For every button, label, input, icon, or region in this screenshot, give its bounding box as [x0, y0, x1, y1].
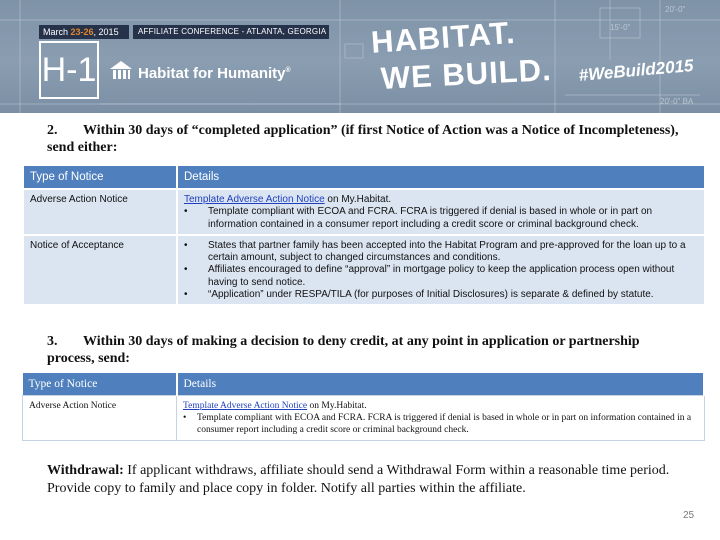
column-header-details: Details: [177, 166, 705, 189]
bullet-icon: •: [184, 206, 188, 218]
bullet-icon: •: [184, 289, 188, 301]
table-row: [24, 189, 705, 235]
svg-text:15'-0": 15'-0": [610, 23, 631, 32]
conference-badge: AFFILIATE CONFERENCE - ATLANTA, GEORGIA: [133, 25, 329, 39]
withdrawal-label: Withdrawal:: [47, 463, 124, 478]
column-header-type: Type of Notice: [23, 373, 177, 396]
tagline-line-2: WE BUILD.: [379, 52, 553, 96]
table-row: [24, 235, 705, 304]
list-item: • Template compliant with ECOA and FCRA. FCRA is triggered if denial is based in whole or in part on information contained in a consumer report including a credit score or criminal background check.: [183, 413, 692, 435]
table-header-row: [23, 373, 705, 396]
section-3-number: 3.: [47, 334, 58, 349]
withdrawal-note: [47, 462, 697, 498]
section-2-heading: [47, 122, 687, 156]
page-number: 25: [683, 510, 695, 521]
bullet-icon: •: [183, 413, 187, 423]
notice-details-cell: [177, 396, 705, 441]
link-suffix: on My.Habitat.: [324, 194, 392, 205]
column-header-type: Type of Notice: [24, 166, 177, 189]
list-item: • “Application” under RESPA/TILA (for purposes of Initial Disclosures) is separate & defined by statute.: [184, 289, 654, 301]
template-adverse-action-link[interactable]: Template Adverse Action Notice: [183, 401, 308, 411]
habitat-logo: Habitat for Humanity®: [108, 58, 308, 84]
svg-text:20'-0": 20'-0": [665, 5, 686, 14]
svg-text:20'-0" BA: 20'-0" BA: [660, 97, 694, 106]
conference-banner: [0, 0, 720, 113]
notice-details-cell: [177, 235, 705, 304]
bullet-icon: •: [184, 239, 188, 251]
withdrawal-text: If applicant withdraws, affiliate should send a Withdrawal Form within a reasonable time period. Provide copy to family and place copy in folder. Notify all parties within the affiliate.: [47, 463, 670, 496]
link-suffix: on My.Habitat.: [307, 401, 367, 411]
blueprint-background: [0, 0, 720, 113]
section-2-number: 2.: [47, 123, 58, 138]
column-header-details: Details: [177, 373, 705, 396]
notice-table-2: [22, 373, 705, 441]
table-row: [23, 396, 705, 441]
hashtag: #WeBuild2015: [578, 55, 695, 85]
list-item: • Affiliates encouraged to define “approval” in mortgage policy to keep the application process open without having to send notice.: [184, 264, 675, 288]
notice-table-1: [24, 166, 706, 304]
section-2-text: Within 30 days of “completed application” (if first Notice of Action was a Notice of Incompleteness), send either:: [47, 123, 679, 155]
house-people-icon: [108, 60, 134, 80]
bullet-icon: •: [184, 264, 188, 276]
date-badge: March 23-26, 2015: [39, 25, 129, 39]
table-header-row: [24, 166, 705, 189]
list-item: • Template compliant with ECOA and FCRA. FCRA is triggered if denial is based in whole or in part on information contained in a consumer report including a credit score or criminal background check.: [184, 206, 653, 230]
template-adverse-action-link[interactable]: Template Adverse Action Notice: [184, 194, 325, 205]
notice-type-cell: Notice of Acceptance: [24, 235, 177, 304]
tagline-line-1: HABITAT.: [369, 14, 517, 60]
list-item: • States that partner family has been accepted into the Habitat Program and pre-approved for the loan up to a certain amount, subject to changed circumstances and conditions.: [184, 239, 686, 264]
session-code: H-1: [39, 41, 99, 99]
notice-type-cell: Adverse Action Notice: [23, 396, 177, 441]
section-3-heading: [47, 333, 687, 367]
notice-details-cell: [177, 189, 705, 235]
section-3-text: Within 30 days of making a decision to deny credit, at any point in application or partnership process, send:: [47, 334, 640, 366]
notice-type-cell: Adverse Action Notice: [24, 189, 177, 235]
